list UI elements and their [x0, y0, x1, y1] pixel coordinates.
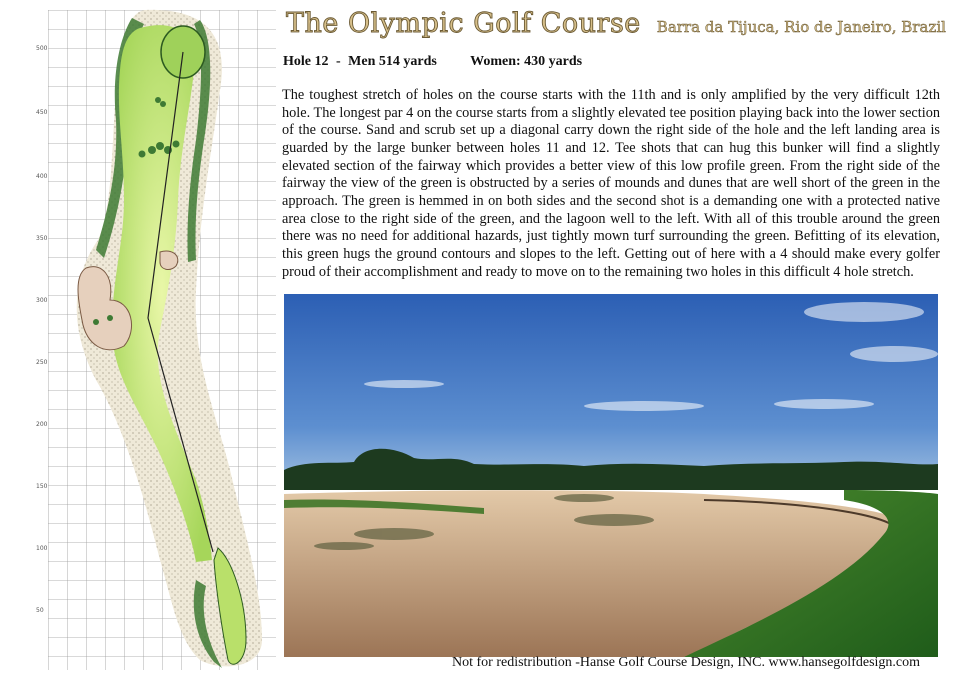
- copyright-footer: Not for redistribution -Hanse Golf Course Design, INC. www.hansegolfdesign.com: [452, 655, 921, 670]
- yardage-mark: 450: [36, 109, 48, 116]
- course-location: Barra da Tijuca, Rio de Janeiro, Brazil: [656, 18, 946, 36]
- bunker-right-small: [160, 251, 178, 270]
- hole-info: [283, 54, 586, 70]
- men-yardage: Men 514 yards: [348, 54, 437, 69]
- hole-description: The toughest stretch of holes on the course starts with the 11th and is only amplified by the very difficult 12th hole. The longest par 4 on the course starts from a slightly elevated tee position playing back into the lower section of the course. Sand and scrub set up a diagonal carry down the right side of the hole and the left landing area is guarded by the large bunker between holes 11 and 12. Tee shots that can hug this bunker will find a slightly elevated section of the fairway which provides a better view of this low profile green. From the right side of the fairway the view of the green is obstructed by a series of mounds and dunes that are well short of the green in the approach. The green is hemmed in on both sides and the second shot is a demanding one with a protected native area close to the right side of the green, and the lagoon well to the left. With all of this trouble around the green there was no need for additional hazards, just tightly mown turf surrounding the green. Befitting of its elevation, this green hugs the ground contours and slopes to the left. Getting out of here with a 4 should make every golfer proud of their accomplishment and ready to move on to the remaining two holes in this difficult 4 hole stretch.: [282, 87, 940, 280]
- yardage-mark: 150: [36, 483, 48, 490]
- yardage-mark: 350: [36, 235, 48, 242]
- yardage-mark: 400: [36, 173, 48, 180]
- yardage-mark: 300: [36, 297, 48, 304]
- yardage-mark: 200: [36, 421, 48, 428]
- yardage-mark: 500: [36, 45, 48, 52]
- hole-routing-drawing: [0, 0, 282, 678]
- hole-routing-map: [0, 0, 282, 678]
- course-title: The Olympic Golf Course: [286, 8, 641, 39]
- women-yardage: Women: 430 yards: [470, 54, 583, 69]
- hole-number: Hole 12: [283, 54, 329, 69]
- photo-illustration: [284, 294, 938, 657]
- yardage-labels: [36, 45, 48, 614]
- hole-photograph: [284, 294, 938, 657]
- yardage-mark: 50: [36, 607, 44, 614]
- yardage-mark: 100: [36, 545, 48, 552]
- hole-separator: -: [336, 54, 341, 69]
- yardage-mark: 250: [36, 359, 48, 366]
- page-header: [286, 8, 956, 44]
